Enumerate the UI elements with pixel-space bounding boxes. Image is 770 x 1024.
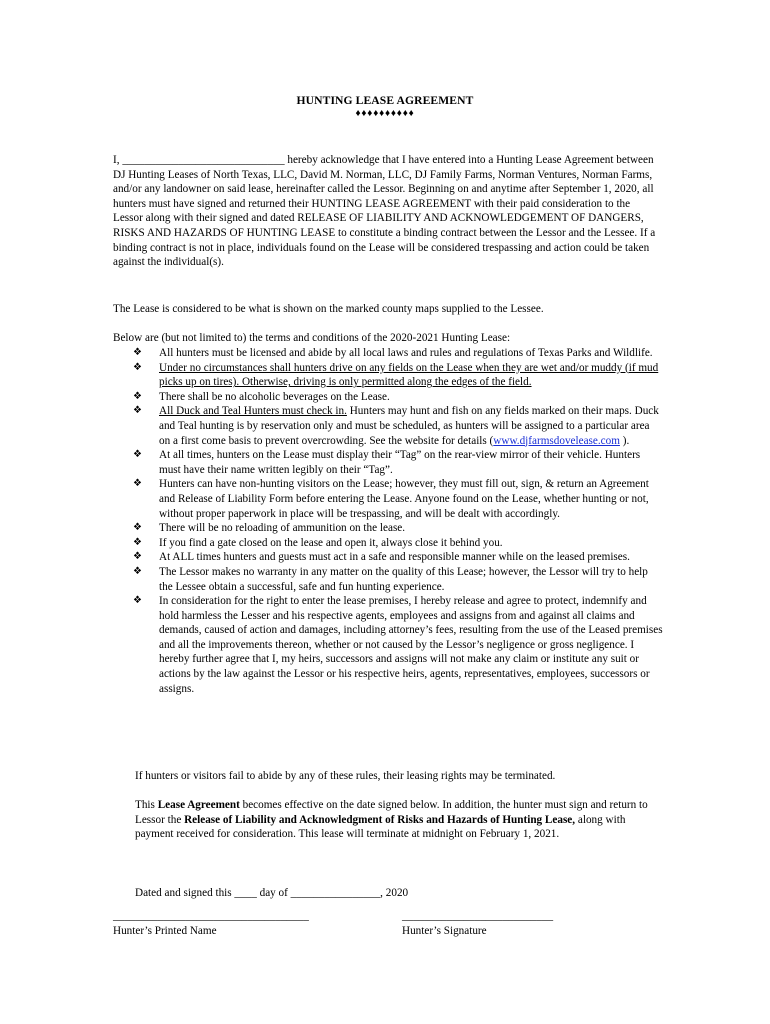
- diamond-bullet-icon: ❖: [133, 449, 142, 461]
- diamond-bullet-icon: ❖: [133, 565, 142, 577]
- termination-note: If hunters or visitors fail to abide by any of these rules, their leasing rights may be terminated.: [135, 770, 556, 782]
- list-item: [133, 404, 663, 448]
- diamond-bullet-icon: ❖: [133, 551, 142, 563]
- term-text: The Lessor makes no warranty in any matter on the quality of this Lease; however, the Lessor will try to help the Lessee obtain a successful, safe and fun hunting experience.: [159, 565, 648, 593]
- list-item: [133, 521, 663, 536]
- term-text: In consideration for the right to enter the lease premises, I hereby release and agree to protect, indemnify and hold harmless the Lesser and his respective agents, employees and assigns from and against all claims and demands, caused of action and damages, including attorney’s fees, resulting from the use of the Leased premises and all the improvements thereon, whether or not caused by the Lessor’s negligence or gross negligence. I hereby further agree that I, my heirs, successors and assigns will not make any claim or institute any suit or actions by the law against the Lessor or his respective heirs, agents, representatives, employees, successors or assigns.: [159, 595, 663, 695]
- diamond-bullet-icon: ❖: [133, 347, 142, 358]
- diamond-bullet-icon: ❖: [133, 361, 142, 373]
- list-item: [133, 346, 663, 361]
- term-text: Under no circumstances shall hunters drive on any fields on the Lease when they are wet and/or muddy (if mud picks up on tires). Otherwise, driving is only permitted along the edges of the field.: [159, 361, 659, 389]
- list-item: [133, 477, 663, 521]
- signature-field[interactable]: ___________________________: [402, 910, 554, 922]
- list-item: [133, 448, 663, 477]
- diamond-bullet-icon: ❖: [133, 595, 142, 607]
- term-text: At ALL times hunters and guests must act in a safe and responsible manner while on the leased premises.: [159, 551, 630, 564]
- printed-name-field[interactable]: ___________________________________: [113, 910, 309, 922]
- term-text: At all times, hunters on the Lease must display their “Tag” on the rear-view mirror of their vehicle. Hunters must have their name written legibly on their “Tag”.: [159, 449, 641, 476]
- dated-signed-line[interactable]: Dated and signed this ____ day of ________________, 2020: [135, 887, 409, 899]
- term-text: All hunters must be licensed and abide by all local laws and rules and regulations of Texas Parks and Wildlife.: [159, 347, 653, 359]
- term-text: Hunters can have non-hunting visitors on the Lease; however, they must fill out, sign, & return an Agreement and Release of Liability Form before entering the Lease. Anyone found on the Lease, whether hunting or not, without proper paperwork in place will be trespassing, and will be dealt with accordingly.: [159, 478, 649, 520]
- release-title-bold: Release of Liability and Acknowledgment of Risks and Hazards of Hunting Lease,: [184, 813, 576, 826]
- lease-definition: The Lease is considered to be what is shown on the marked county maps supplied to the Lessee.: [113, 303, 544, 315]
- term-text-end: ).: [619, 434, 630, 447]
- printed-name-label: Hunter’s Printed Name: [113, 925, 217, 937]
- diamond-bullet-icon: ❖: [133, 522, 142, 534]
- document-title: HUNTING LEASE AGREEMENT: [296, 94, 474, 107]
- list-item: [133, 550, 663, 565]
- diamond-bullet-icon: ❖: [133, 478, 142, 490]
- name-blank-field[interactable]: _____________________________: [122, 154, 285, 166]
- diamond-bullet-icon: ❖: [133, 536, 142, 548]
- terms-intro: Below are (but not limited to) the terms and conditions of the 2020-2021 Hunting Lease:: [113, 332, 511, 344]
- diamond-bullet-icon: ❖: [133, 390, 142, 402]
- title-ornament: ♦♦♦♦♦♦♦♦♦♦: [355, 108, 415, 119]
- effective-paragraph: [135, 798, 655, 842]
- list-item: [133, 565, 663, 594]
- list-item: [133, 361, 663, 390]
- effective-text-a: This: [135, 799, 158, 811]
- intro-prefix: I,: [113, 154, 123, 166]
- list-item: [133, 536, 663, 551]
- lease-agreement-bold: Lease Agreement: [157, 799, 240, 811]
- list-item: [133, 390, 663, 405]
- term-text: There will be no reloading of ammunition on the lease.: [159, 522, 406, 535]
- website-link[interactable]: www.djfarmsdovelease.com: [493, 434, 620, 447]
- intro-paragraph: [113, 153, 658, 270]
- term-text: There shall be no alcoholic beverages on the Lease.: [159, 390, 390, 403]
- diamond-bullet-icon: ❖: [133, 405, 142, 417]
- effective-text-e: along with payment received for consideration. This lease will terminate at midnight on February 1, 2021.: [135, 813, 626, 841]
- term-underlined-text: All Duck and Teal Hunters must check in.: [159, 405, 347, 418]
- intro-text: hereby acknowledge that I have entered into a Hunting Lease Agreement between DJ Hunting Leases of North Texas, LLC, David M. Norman, LLC, DJ Family Farms, Norman Ventures, Norman Farms, and/or any landowner on said lease, hereinafter called the Lessor. Beginning on and anytime after September 1, 2020, all hunters must have signed and returned their HUNTING LEASE AGREEMENT with their paid consideration to the Lessor along with their signed and dated RELEASE OF LIABILITY AND ACKNOWLEDGEMENT OF DANGERS, RISKS AND HAZARDS OF HUNTING LEASE to constitute a binding contract between the Lessor and the Lessee. If a binding contract is not in place, individuals found on the Lease will be considered trespassing and action could be taken against the individual(s).: [113, 154, 656, 269]
- effective-text-c: becomes effective on the date signed below. In addition, the hunter must sign and return to Lessor the: [135, 799, 648, 826]
- term-text: Hunters may hunt and fish on any fields marked on their maps. Duck and Teal hunting is by reservation only and must be scheduled, as hunters will be assigned to a particular area on a first come basis to prevent overcrowding. See the website for details (: [159, 405, 659, 447]
- term-text: If you find a gate closed on the lease and open it, always close it behind you.: [159, 536, 503, 549]
- signature-label: Hunter’s Signature: [402, 925, 487, 937]
- terms-list: [133, 346, 663, 696]
- list-item: [133, 594, 663, 696]
